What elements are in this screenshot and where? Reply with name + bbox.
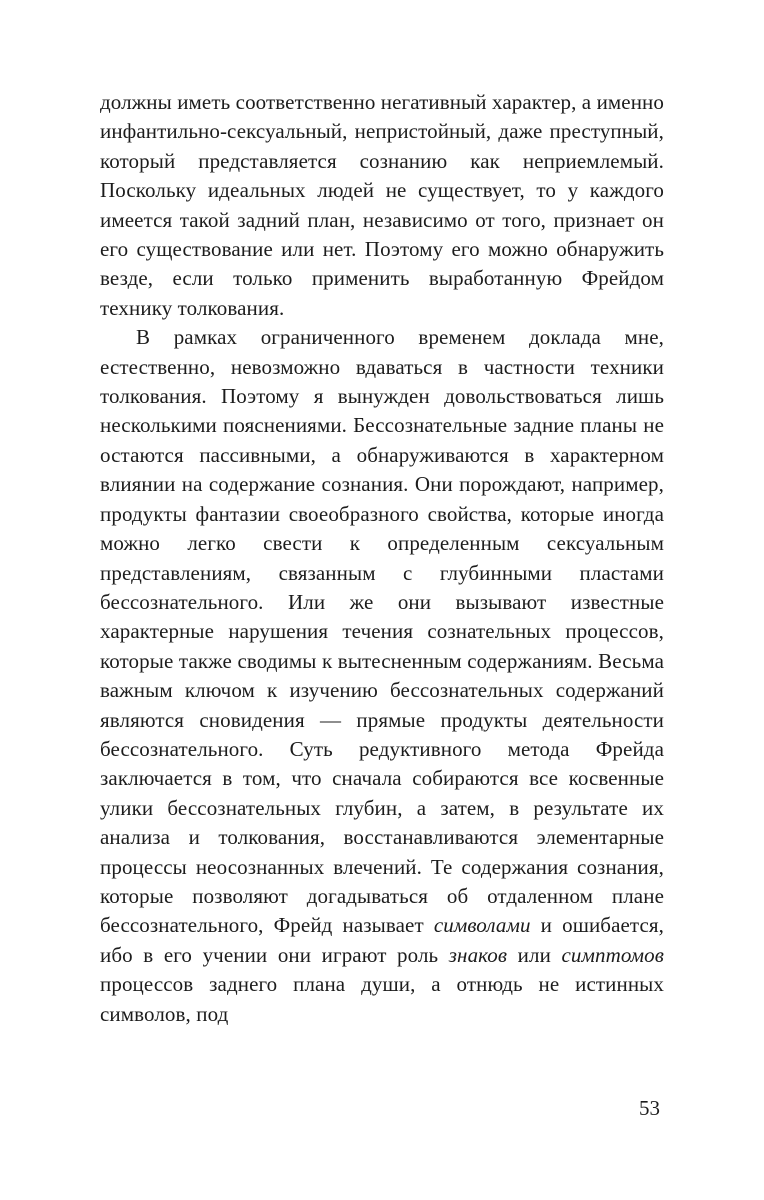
page-text — [100, 88, 664, 1029]
text-run: В рамках ограниченного временем доклада мне, естественно, невозможно вдаваться в частности техники толкования. Поэтому я вынужден довольствоваться лишь несколькими пояснениями. Бессознательные задние планы не остаются пассивными, а обнаруживаются в характерном влиянии на содержание сознания. Они порождают, например, продукты фантазии своеобразного свойства, которые иногда можно легко свести к определенным сексуальным представлениям, связанным с глубинными пластами бессознательного. Или же они вызывают известные характерные нарушения течения сознательных процессов, которые также сводимы к вытесненным содержаниям. Весьма важным ключом к изучению бессознательных содержаний являются сновидения — прямые продукты деятельности бессознательного. Суть редуктивного метода Фрейда заключается в том, что сначала собираются все косвенные улики бессознательных глубин, а затем, в результате их анализа и толкования, восстанавливаются элементарные процессы неосознанных влечений. Те содержания сознания, которые позволяют догадываться об отдаленном плане бессознательного, Фрейд называет — [100, 325, 664, 938]
paragraph — [100, 323, 664, 1029]
text-run: должны иметь соответственно негативный характер, а именно инфантильно-сексуальный, непристойный, даже преступный, который представляется сознанию как неприемлемый. Поскольку идеальных людей не существует, то у каждого имеется такой задний план, независимо от того, признает он его существование или нет. Поэтому его можно обнаружить везде, если только применить выработанную Фрейдом технику толкования. — [100, 90, 664, 320]
italic-text-run: символами — [433, 913, 531, 938]
page-number: 53 — [639, 1096, 660, 1120]
italic-text-run: симптомов — [561, 942, 664, 967]
text-run: или — [507, 942, 562, 967]
text-run: процессов заднего плана души, а отнюдь не истинных символов, под — [100, 972, 664, 1026]
italic-text-run: знаков — [448, 942, 508, 967]
paragraph — [100, 88, 664, 323]
text-run: и ошибается, ибо в его учении они играют роль — [100, 913, 664, 967]
